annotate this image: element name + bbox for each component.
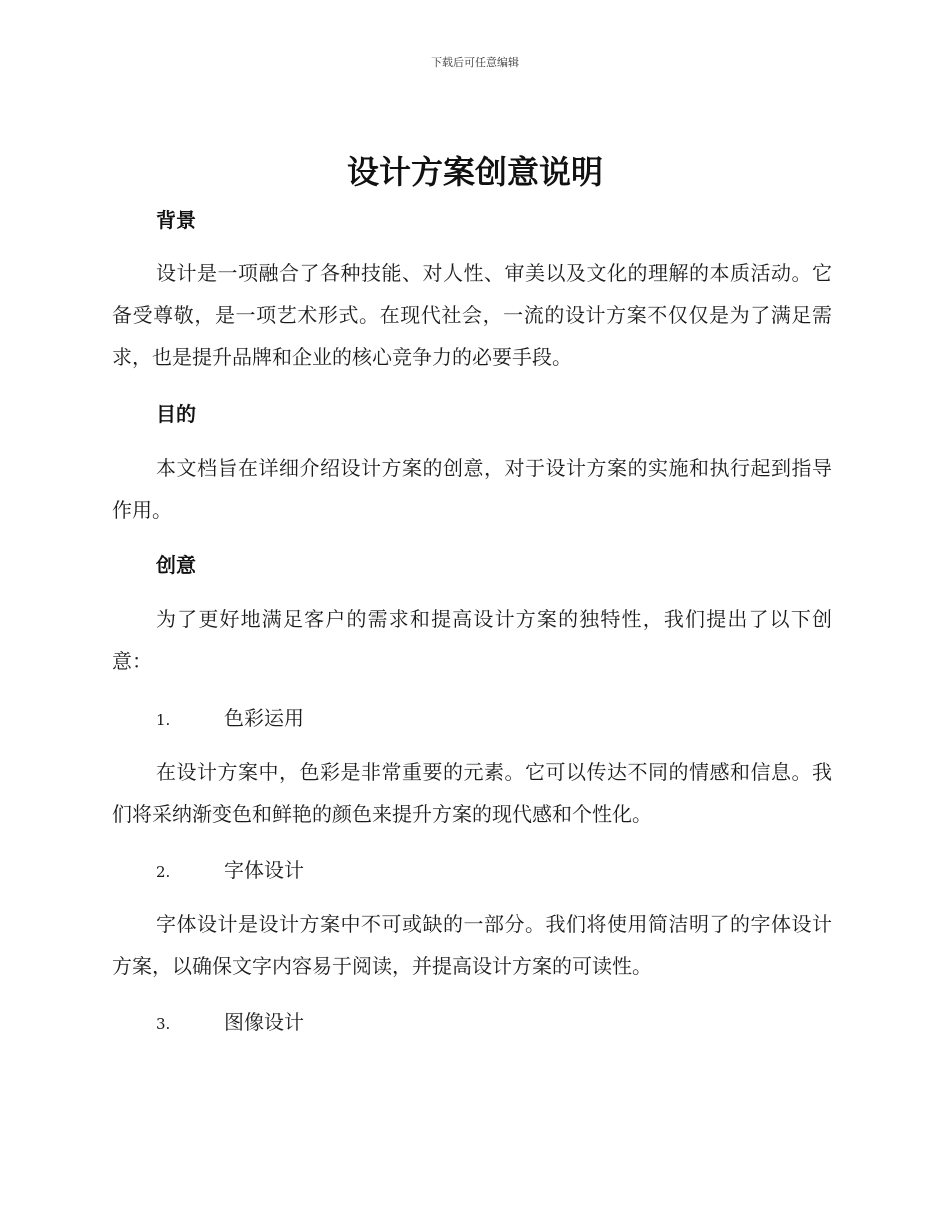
section-heading-creative: 创意 bbox=[156, 553, 196, 577]
paragraph-creative: 为了更好地满足客户的需求和提高设计方案的独特性，我们提出了以下创意： bbox=[112, 607, 832, 673]
section-background-body bbox=[112, 252, 832, 378]
section-creative-body bbox=[112, 598, 832, 682]
list-item-1 bbox=[112, 704, 832, 734]
section-heading-purpose: 目的 bbox=[156, 402, 196, 426]
paragraph-item-2: 字体设计是设计方案中不可或缺的一部分。我们将使用简洁明了的字体设计方案，以确保文字内容易于阅读，并提高设计方案的可读性。 bbox=[112, 912, 832, 978]
section-heading-background: 背景 bbox=[156, 208, 196, 232]
list-number: 1. bbox=[156, 711, 171, 729]
section-purpose-heading-block bbox=[112, 400, 832, 428]
paragraph-item-1: 在设计方案中，色彩是非常重要的元素。它可以传达不同的情感和信息。我们将采纳渐变色和鲜艳的颜色来提升方案的现代感和个性化。 bbox=[112, 760, 832, 826]
section-creative-heading-block bbox=[112, 551, 832, 579]
list-item-2-body bbox=[112, 903, 832, 987]
header-note: 下载后可任意编辑 bbox=[431, 56, 519, 69]
list-label: 图像设计 bbox=[224, 1010, 304, 1034]
document-title: 设计方案创意说明 bbox=[346, 153, 603, 191]
section-purpose-body bbox=[112, 447, 832, 531]
paragraph-purpose: 本文档旨在详细介绍设计方案的创意，对于设计方案的实施和执行起到指导作用。 bbox=[112, 456, 832, 522]
list-item-2 bbox=[112, 856, 832, 886]
list-label: 色彩运用 bbox=[224, 706, 304, 730]
list-item-1-body bbox=[112, 751, 832, 835]
list-label: 字体设计 bbox=[224, 858, 304, 882]
list-item-3 bbox=[112, 1008, 832, 1038]
list-number: 2. bbox=[156, 863, 171, 881]
list-number: 3. bbox=[156, 1015, 171, 1033]
paragraph-background: 设计是一项融合了各种技能、对人性、审美以及文化的理解的本质活动。它备受尊敬，是一项艺术形式。在现代社会，一流的设计方案不仅仅是为了满足需求，也是提升品牌和企业的核心竞争力的必要手段。 bbox=[112, 261, 832, 369]
section-background-heading-block bbox=[112, 206, 832, 234]
